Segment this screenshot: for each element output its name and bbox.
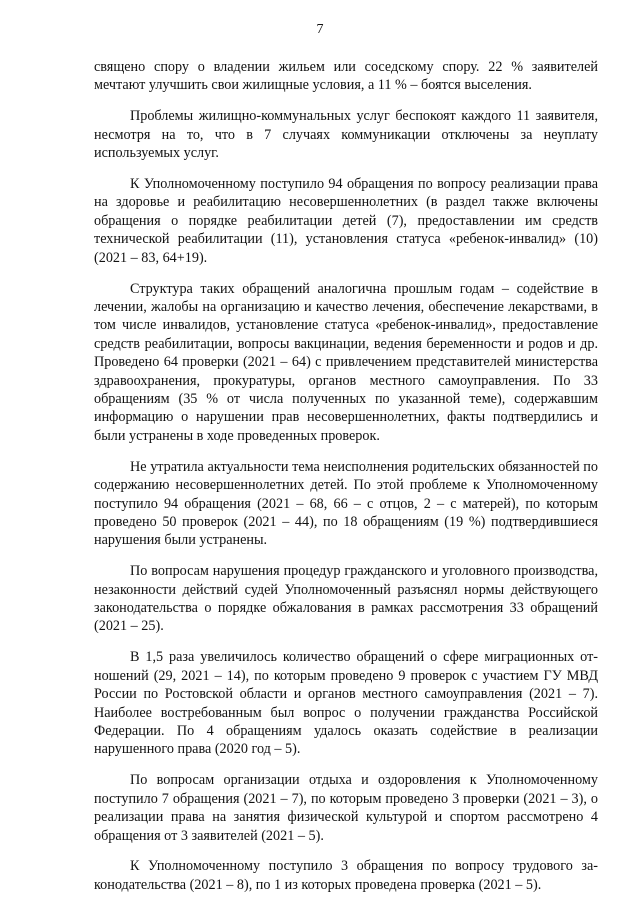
- paragraph-labor-law: К Уполномоченному поступило 3 обращения по вопросу трудового законодательства (2021 – 8), по 1 из которых проведена проверка (2021 – 5).: [94, 858, 598, 893]
- paragraph-recreation-sports: По вопросам организации отдыха и оздоровления к Уполномоченному поступило 7 обращения (2021 – 7), по которым проведено 3 проверки (2021 – 3), о реализации права на занятия физической культурой и спортом рассмотрено 4 обращения от 3 заявителей (2021 – 5).: [94, 772, 598, 844]
- paragraph-migration: В 1,5 раза увеличилось количество обращений о сфере миграционных отношений (29, 2021 – 14), по которым проведено 9 проверок с участием ГУ МВД России по Ростовской области и органов местного самоуправления (2021 – 7). Наиболее востребованным был вопрос о получении гражданства Российской Федерации. По 4 обращениям удалось оказать содействие в реализации нарушенного права (2020 год – 5).: [94, 649, 598, 758]
- paragraph-utilities: Проблемы жилищно-коммунальных услуг беспокоят каждого 11 заявителя, несмотря на то, что в 7 случаях коммуникации отключены за неуплату используемых услуг.: [94, 108, 598, 162]
- page-number: 7: [316, 22, 324, 37]
- paragraph-housing-disputes: священо спору о владении жильем или соседскому спору. 22 % заявителей мечтают улучшить свои жилищные условия, а 11 % – боятся выселения.: [94, 59, 598, 94]
- document-body: [94, 58, 598, 907]
- paragraph-health-structure: Структура таких обращений аналогична прошлым годам – содействие в лечении, жалобы на организацию и качество лечения, обеспечение лекарствами, в том числе инвалидов, установление статуса «ребенок-инвалид», предоставление средств реабилитации, вопросы вакцинации, ведения беременности и родов и др. Проведено 64 проверки (2021 – 64) с привлечением представителей министерства здравоохранения, прокуратуры, органов местного самоуправления. По 33 обращениям (35 % от числа полученных по указанной теме), содержавшим информацию о нарушении прав несовершеннолетних, факты подтвердились и были устранены в ходе проведенных проверок.: [94, 280, 598, 444]
- paragraph-court-procedures: По вопросам нарушения процедур гражданского и уголовного производства, незаконности действий судей Уполномоченный разъяснял нормы действующего законодательства о порядке обжалования в рамках рассмотрения 33 обращений (2021 – 25).: [94, 563, 598, 635]
- paragraph-health-rights: К Уполномоченному поступило 94 обращения по вопросу реализации права на здоровье и реабилитацию несовершеннолетних (в раздел также включены обращения о порядке реабилитации детей (7), предоставлении им средств технической реабилитации (11), установления статуса «ребенок-инвалид» (10) (2021 – 83, 64+19).: [94, 176, 598, 266]
- paragraph-parental-duties: Не утратила актуальности тема неисполнения родительских обязанностей по содержанию несовершеннолетних детей. По этой проблеме к Уполномоченному поступило 94 обращения (2021 – 68, 66 – с отцов, 2 – с матерей), по которым проведено 50 проверок (2021 – 44), по 18 обращениям (19 %) подтвердившиеся нарушения были устранены.: [94, 458, 598, 549]
